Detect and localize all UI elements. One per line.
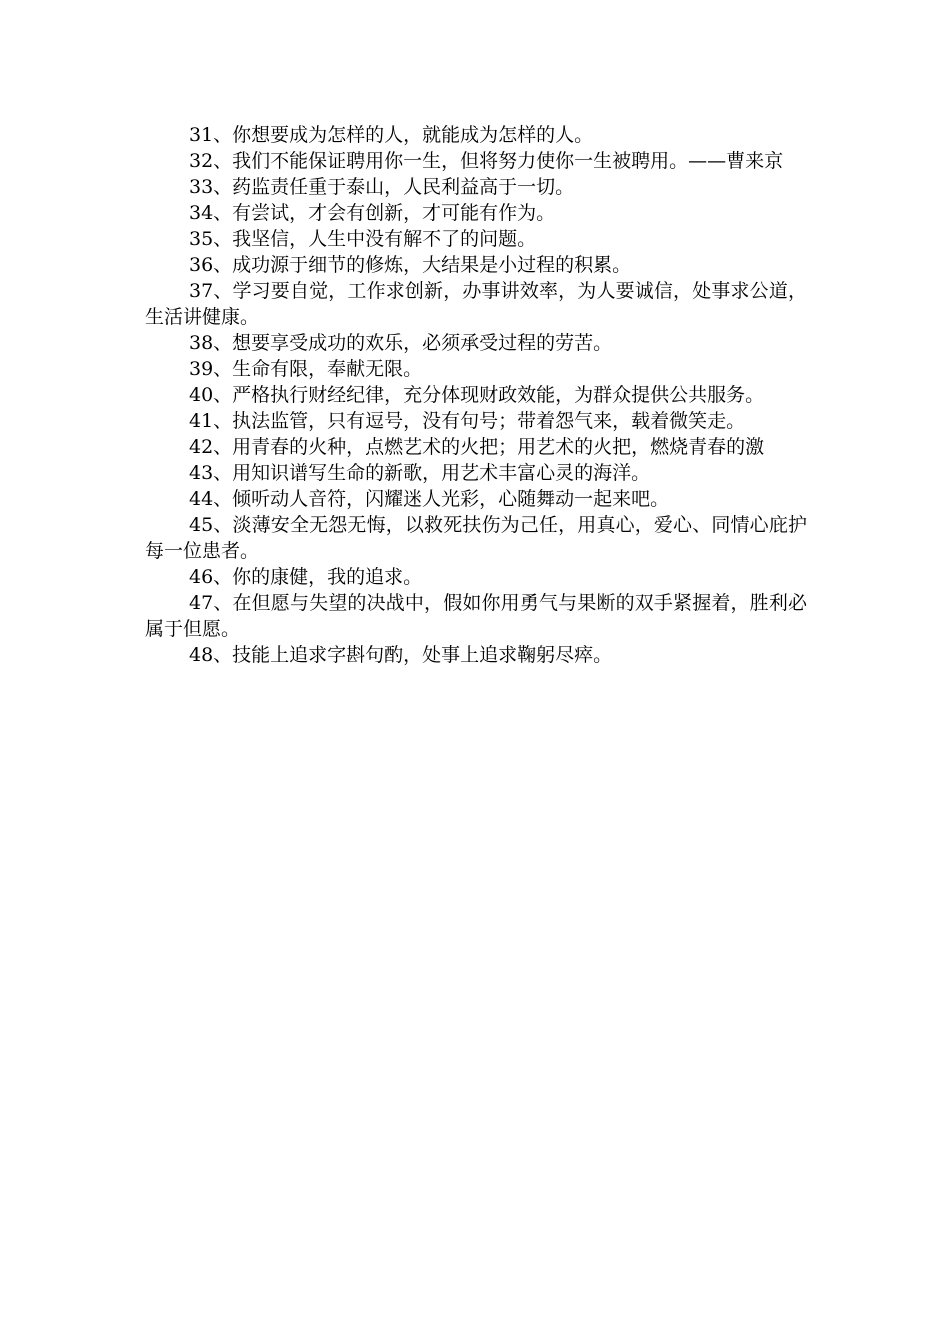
paragraph-33: 33、药监责任重于泰山，人民利益高于一切。 bbox=[189, 176, 575, 198]
paragraph-41: 41、执法监管，只有逗号，没有句号；带着怨气来，载着微笑走。 bbox=[189, 410, 746, 432]
paragraph-45: 45、淡薄安全无怨无悔，以救死扶伤为己任，用真心，爱心、同情心庇护每一位患者。 bbox=[145, 514, 807, 562]
paragraph-31: 31、你想要成为怎样的人，就能成为怎样的人。 bbox=[189, 124, 594, 146]
paragraph-40: 40、严格执行财经纪律，充分体现财政效能，为群众提供公共服务。 bbox=[189, 384, 765, 406]
paragraph-38: 38、想要享受成功的欢乐，必须承受过程的劳苦。 bbox=[189, 332, 613, 354]
paragraph-48: 48、技能上追求字斟句酌，处事上追求鞠躬尽瘁。 bbox=[189, 644, 613, 666]
paragraph-39: 39、生命有限，奉献无限。 bbox=[189, 358, 423, 380]
paragraph-36: 36、成功源于细节的修炼，大结果是小过程的积累。 bbox=[189, 254, 632, 276]
paragraph-37: 37、学习要自觉，工作求创新，办事讲效率，为人要诚信，处事求公道，生活讲健康。 bbox=[145, 280, 807, 328]
document-body bbox=[145, 122, 807, 668]
paragraph-42: 42、用青春的火种，点燃艺术的火把；用艺术的火把，燃烧青春的激 bbox=[189, 436, 765, 458]
paragraph-34: 34、有尝试，才会有创新，才可能有作为。 bbox=[189, 202, 556, 224]
paragraph-44: 44、倾听动人音符，闪耀迷人光彩，心随舞动一起来吧。 bbox=[189, 488, 670, 510]
paragraph-46: 46、你的康健，我的追求。 bbox=[189, 566, 423, 588]
paragraph-43: 43、用知识谱写生命的新歌，用艺术丰富心灵的海洋。 bbox=[189, 462, 651, 484]
paragraph-47: 47、在但愿与失望的决战中，假如你用勇气与果断的双手紧握着，胜利必属于但愿。 bbox=[145, 592, 807, 640]
paragraph-32: 32、我们不能保证聘用你一生，但将努力使你一生被聘用。——曹来京 bbox=[189, 150, 784, 172]
paragraph-35: 35、我坚信，人生中没有解不了的问题。 bbox=[189, 228, 537, 250]
